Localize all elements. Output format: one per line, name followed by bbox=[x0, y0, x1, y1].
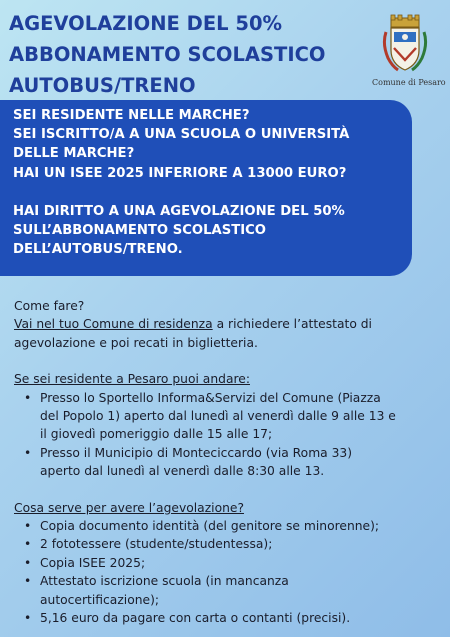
question-line: HAI UN ISEE 2025 INFERIORE A 13000 EURO? bbox=[13, 165, 347, 181]
how-to-heading: Come fare? bbox=[14, 299, 85, 313]
pesaro-heading: Se sei residente a Pesaro puoi andare: bbox=[14, 372, 250, 387]
title-line-1: AGEVOLAZIONE DEL 50% bbox=[9, 12, 283, 35]
question-line: SEI ISCRITTO/A A UNA SCUOLA O UNIVERSITÀ bbox=[13, 127, 350, 143]
comune-di-pesaro-crest-icon bbox=[382, 14, 428, 76]
comune-label: Comune di Pesaro bbox=[372, 78, 446, 87]
list-item: • Presso lo Sportello Informa&Servizi del Comune (Piazza del Popolo 1) aperto dal lunedì al venerdì dalle 9 alle 13 e il giovedì pomeriggio dalle 15 alle 17; bbox=[14, 389, 442, 444]
requirements-heading: Cosa serve per avere l’agevolazione? bbox=[14, 500, 244, 515]
list-item: • 5,16 euro da pagare con carta o contanti (precisi). bbox=[14, 609, 442, 627]
title-line-2: ABBONAMENTO SCOLASTICO bbox=[9, 43, 326, 66]
question-line: SEI RESIDENTE NELLE MARCHE? bbox=[13, 108, 250, 123]
list-item: • Presso il Municipio di Monteciccardo (via Roma 33) aperto dal lunedì al venerdì dalle 8:30 alle 13. bbox=[14, 444, 442, 481]
how-to-line-1 bbox=[14, 315, 442, 333]
answer-line: SULL’ABBONAMENTO SCOLASTICO bbox=[13, 223, 267, 239]
question-line: DELLE MARCHE? bbox=[13, 146, 135, 162]
eligibility-box bbox=[0, 100, 412, 276]
list-item: • Copia documento identità (del genitore se minorenne); bbox=[14, 517, 442, 535]
comune-logo bbox=[372, 14, 446, 92]
pesaro-list bbox=[14, 389, 442, 481]
residence-link-text: Vai nel tuo Comune di residenza bbox=[14, 317, 213, 332]
requirements-list bbox=[14, 517, 442, 627]
list-item: • Copia ISEE 2025; bbox=[14, 554, 442, 572]
how-to-text: a richiedere l’attestato di bbox=[212, 317, 372, 332]
info-content bbox=[14, 297, 442, 628]
answer-line: HAI DIRITTO A UNA AGEVOLAZIONE DEL 50% bbox=[13, 203, 345, 219]
list-item: • 2 fototessere (studente/studentessa); bbox=[14, 535, 442, 553]
title-line-3: AUTOBUS/TRENO bbox=[9, 74, 196, 97]
how-to-line-2: agevolazione e poi recati in biglietteria. bbox=[14, 335, 258, 350]
answer-line: DELL’AUTOBUS/TRENO. bbox=[13, 242, 183, 258]
list-item: • Attestato iscrizione scuola (in mancanza autocertificazione); bbox=[14, 572, 442, 609]
poster-title bbox=[9, 8, 369, 101]
